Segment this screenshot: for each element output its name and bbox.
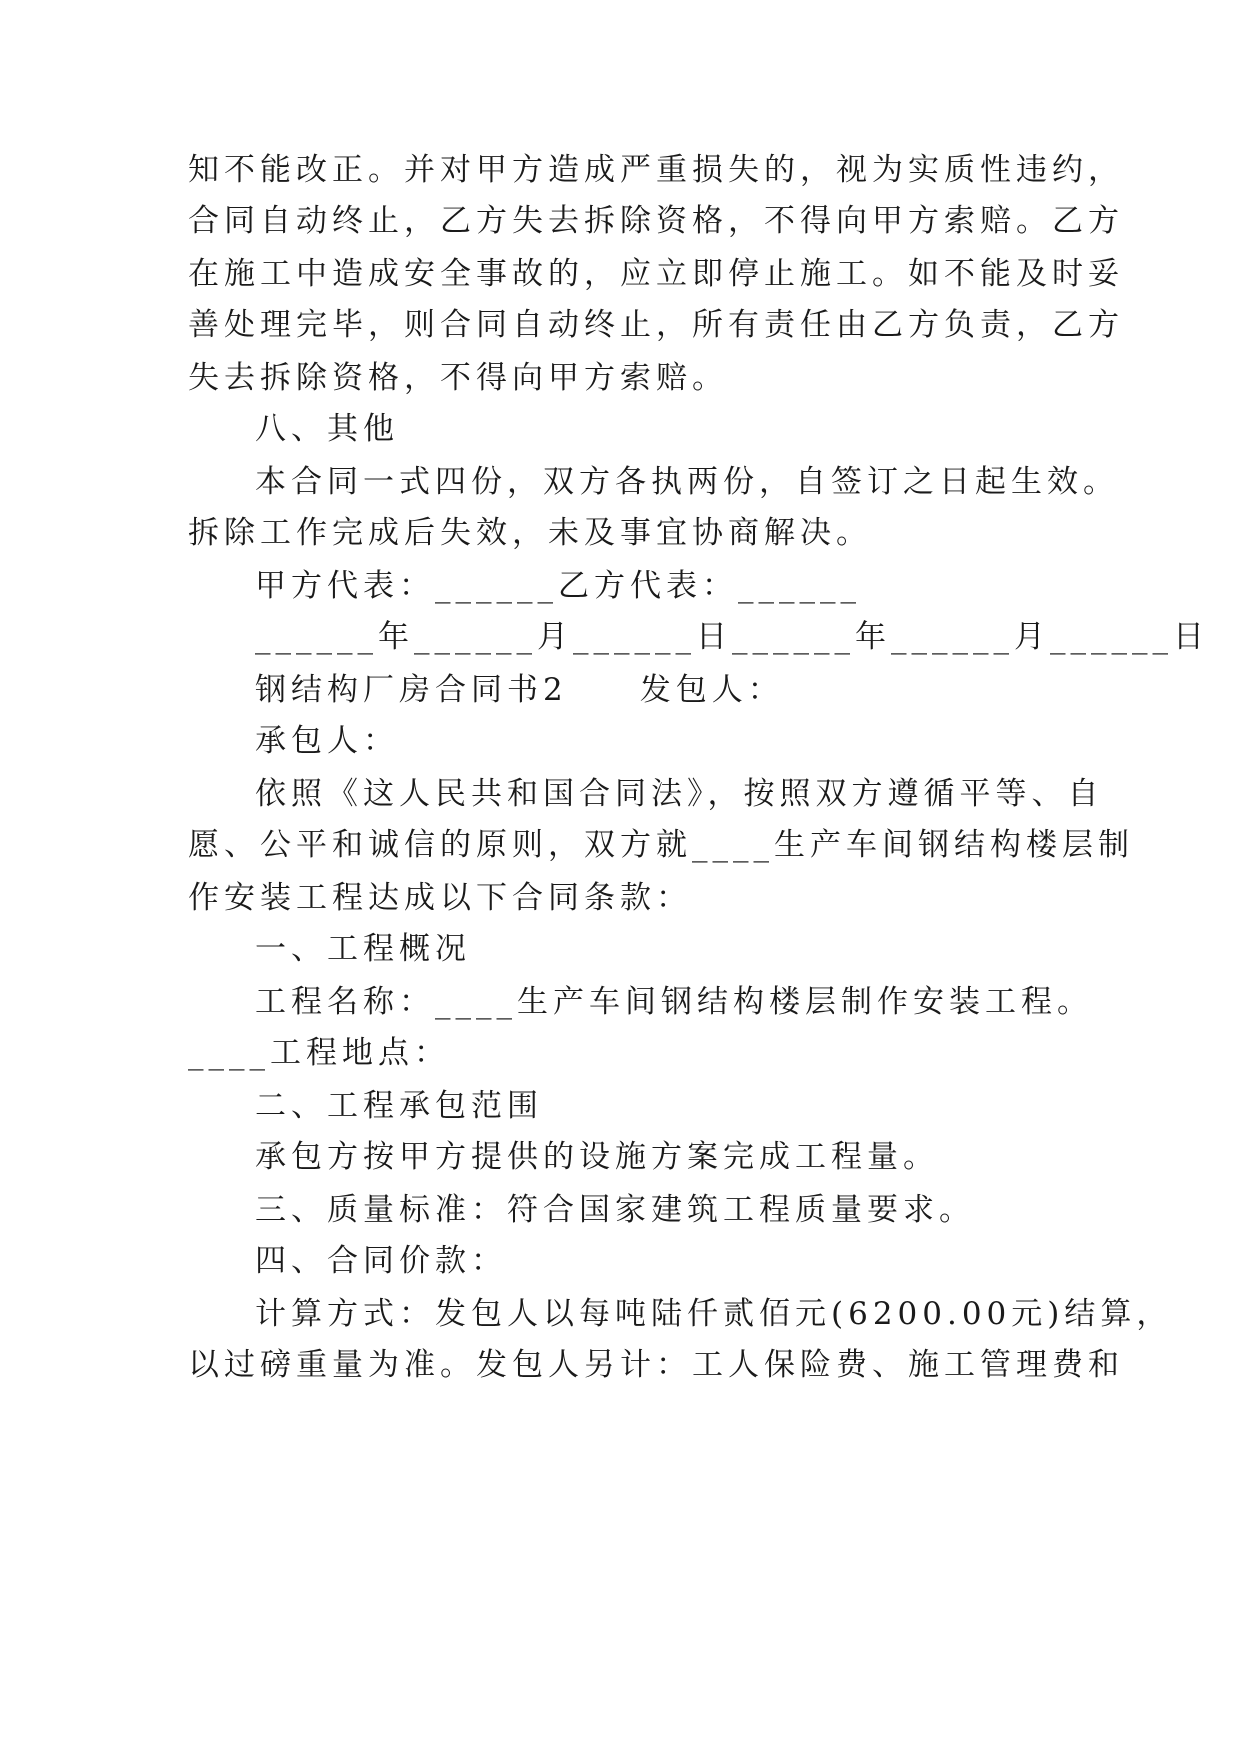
- paragraph-line: 在施工中造成安全事故的，应立即停止施工。如不能及时妥: [188, 256, 1124, 292]
- section-heading: 二、工程承包范围: [255, 1088, 543, 1124]
- paragraph-line: 本合同一式四份，双方各执两份，自签订之日起生效。: [255, 464, 1119, 500]
- section-heading: 一、工程概况: [255, 931, 471, 967]
- section-heading: 四、合同价款：: [255, 1243, 507, 1279]
- paragraph-line: 计算方式：发包人以每吨陆仟贰佰元(6200.00元)结算，: [255, 1296, 1173, 1332]
- paragraph-line: 失去拆除资格，不得向甲方索赔。: [188, 360, 728, 396]
- paragraph-line: 知不能改正。并对甲方造成严重损失的，视为实质性违约，: [188, 152, 1124, 188]
- date-line: ______年______月______日______年______月______日: [255, 619, 1209, 655]
- paragraph-line: 以过磅重量为准。发包人另计：工人保险费、施工管理费和: [188, 1347, 1124, 1383]
- paragraph-line: ____工程地点：: [188, 1035, 450, 1071]
- paragraph-line: 善处理完毕，则合同自动终止，所有责任由乙方负责，乙方: [188, 307, 1124, 343]
- paragraph-line: 工程名称：____生产车间钢结构楼层制作安装工程。: [255, 984, 1093, 1020]
- document-title-line: 钢结构厂房合同书2 发包人：: [255, 672, 784, 708]
- signature-line: 甲方代表：______乙方代表：______: [255, 568, 861, 604]
- paragraph-line: 承包方按甲方提供的设施方案完成工程量。: [255, 1139, 939, 1175]
- paragraph-line: 作安装工程达成以下合同条款：: [188, 880, 692, 916]
- paragraph-line: 拆除工作完成后失效，未及事宜协商解决。: [188, 515, 872, 551]
- paragraph-line: 合同自动终止，乙方失去拆除资格，不得向甲方索赔。乙方: [188, 203, 1124, 239]
- section-heading: 三、质量标准：符合国家建筑工程质量要求。: [255, 1192, 975, 1228]
- section-heading: 八、其他: [255, 411, 399, 447]
- paragraph-line: 愿、公平和诚信的原则，双方就____生产车间钢结构楼层制: [188, 827, 1134, 863]
- paragraph-line: 依照《这人民共和国合同法》，按照双方遵循平等、自: [255, 776, 1104, 812]
- contractor-line: 承包人：: [255, 723, 399, 759]
